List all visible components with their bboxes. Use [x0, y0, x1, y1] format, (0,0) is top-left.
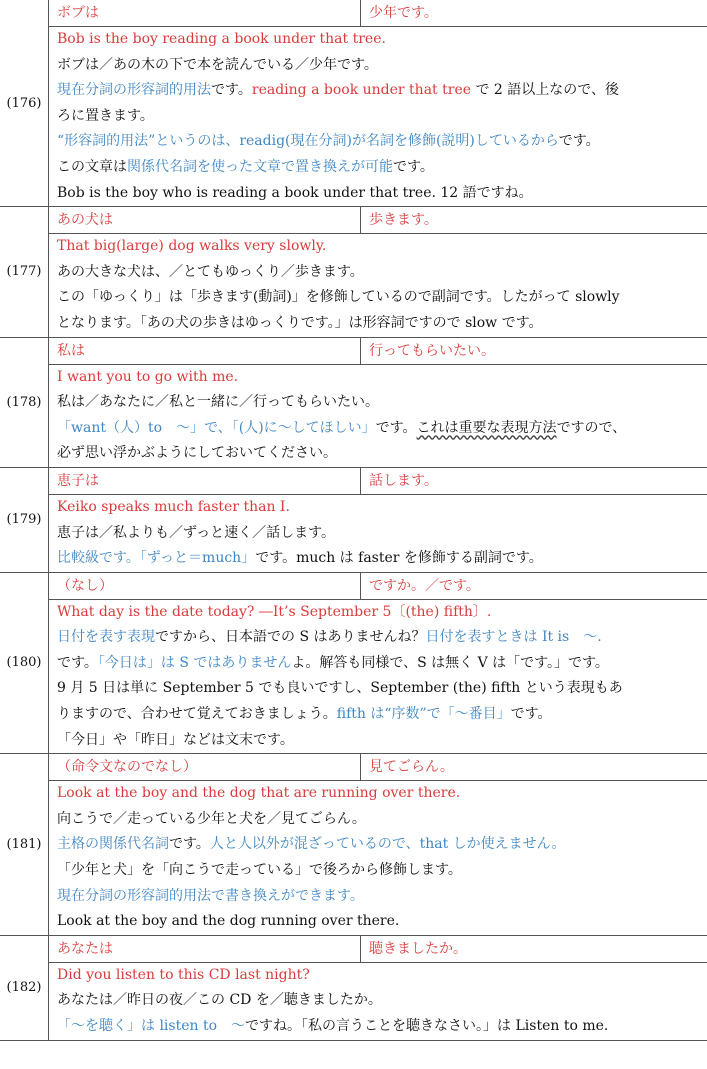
text-segment: 「～を聴く」は listen to ～	[57, 1018, 246, 1034]
text-segment: 向こうで／走っている少年と犬を／見てごらん。	[57, 810, 366, 827]
explanation-line	[49, 104, 707, 130]
text-segment: りますので、合わせて覚えておきましょう。	[57, 706, 337, 723]
text-segment: この「ゆっくり」は「歩きます(動詞)」を修飾しているので副詞です。したがって slowly	[57, 289, 620, 306]
explanation-line	[49, 988, 707, 1014]
subject-verb-row	[49, 936, 707, 963]
entry	[0, 573, 707, 755]
verb-cell: ですか。／です。	[369, 577, 480, 594]
text-segment: Did you listen to this CD last night?	[57, 966, 310, 983]
verb-cell: 聴きましたか。	[369, 940, 467, 957]
text-segment: Look at the boy and the dog that are running over there.	[57, 785, 461, 802]
entry-body	[48, 338, 707, 467]
explanation-line	[49, 702, 707, 728]
subject-cell: ボブは	[49, 0, 361, 26]
text-segment: What day is the date today? ―It’s September 5〔(the) fifth〕.	[57, 603, 492, 620]
explanation-line	[49, 234, 707, 260]
explanation-line	[49, 651, 707, 677]
entry	[0, 0, 707, 207]
entry-number: (178)	[6, 394, 42, 410]
entry	[0, 754, 707, 936]
text-segment: ですので、	[556, 419, 627, 436]
text-segment: “形容詞的用法”というのは、readig(現在分詞)が名詞を修飾(説明)しているから	[57, 133, 559, 150]
explanation-line	[49, 390, 707, 416]
entry-body	[48, 207, 707, 336]
explanation-line	[49, 260, 707, 286]
text-segment: ですね。「私の言うことを聴きなさい。」は Listen to me.	[245, 1018, 609, 1034]
explanation-line	[49, 521, 707, 547]
entry-number: (181)	[6, 837, 42, 853]
text-segment: です。	[393, 158, 434, 175]
text-segment: 現在分詞の形容詞的用法で書き換えができます。	[57, 887, 364, 904]
explanation-line	[49, 441, 707, 467]
text-segment: 人と人以外が混ざっているので、that しか使えません。	[209, 836, 566, 853]
subject-verb-row	[49, 573, 707, 600]
explanation-line	[49, 600, 707, 626]
explanation-line	[49, 963, 707, 989]
text-segment: ボブは／あの木の下で本を読んでいる／少年です。	[57, 56, 378, 73]
text-segment: 必ず思い浮かぶようにしておいてください。	[57, 445, 337, 462]
text-segment: です。	[169, 836, 210, 853]
entry-body	[48, 754, 707, 935]
entry-number: (177)	[6, 264, 42, 280]
text-segment: となります。「あの犬の歩きはゆっくりです。」は形容詞ですので slow です。	[57, 314, 543, 331]
verb-cell: 行ってもらいたい。	[369, 342, 495, 359]
explanation-line	[49, 1014, 707, 1040]
subject-cell: あなたは	[49, 936, 361, 962]
explanation-line	[49, 416, 707, 442]
entry-body	[48, 573, 707, 754]
text-segment: です。	[211, 82, 252, 99]
text-segment: これは重要な表現方法	[416, 419, 557, 436]
text-segment: 「少年と犬」を「向こうで走っている」で後ろから修飾します。	[57, 862, 462, 879]
entry	[0, 468, 707, 573]
text-segment: この文章は	[57, 158, 127, 175]
subject-verb-row	[49, 468, 707, 495]
text-segment: です。	[510, 706, 552, 723]
verb-cell: 歩きます。	[369, 212, 438, 229]
subject-cell: （なし）	[49, 573, 361, 599]
entry-number: (179)	[6, 512, 42, 528]
text-segment: 恵子は／私よりも／ずっと速く／話します。	[57, 524, 336, 541]
entry-body	[48, 468, 707, 572]
text-segment: fifth は“序数”で「～番目」	[336, 706, 511, 723]
explanation-line	[49, 625, 707, 651]
explanation-line	[49, 781, 707, 807]
explanation-line	[49, 53, 707, 79]
subject-cell: 恵子は	[49, 468, 361, 494]
explanation-line	[49, 909, 707, 935]
explanation-line	[49, 832, 707, 858]
text-segment: Keiko speaks much faster than I.	[57, 498, 290, 515]
text-segment: reading a book under that tree	[251, 82, 472, 99]
subject-verb-row	[49, 338, 707, 365]
entry	[0, 207, 707, 337]
text-segment: 私は／あなたに／私と一緒に／行ってもらいたい。	[57, 394, 379, 411]
subject-verb-row	[49, 754, 707, 781]
entry	[0, 936, 707, 1041]
entry-number: (182)	[6, 980, 42, 996]
explanation-line	[49, 78, 707, 104]
text-segment: Look at the boy and the dog running over there.	[57, 913, 400, 930]
text-segment: あの大きな犬は、／とてもゆっくり／歩きます。	[57, 263, 364, 280]
explanation-line	[49, 181, 707, 207]
text-segment: 「今日は」は S ではありません	[97, 654, 292, 671]
text-segment: That big(large) dog walks very slowly.	[57, 238, 327, 255]
entry	[0, 338, 707, 468]
explanation-line	[49, 129, 707, 155]
text-segment: 「今日」や「昨日」などは文末です。	[57, 731, 294, 748]
subject-verb-row	[49, 207, 707, 234]
explanation-line	[49, 365, 707, 391]
explanation-line	[49, 858, 707, 884]
entry-body	[48, 0, 707, 206]
text-segment: で 2 語以上なので、後	[471, 82, 619, 99]
text-segment: 日付を表す表現	[57, 629, 155, 646]
text-segment: ですから、日本語での S はありませんね？	[155, 629, 426, 646]
verb-cell: 少年です。	[369, 5, 438, 21]
entry-number: (180)	[6, 655, 42, 671]
subject-cell: 私は	[49, 338, 361, 364]
explanation-line	[49, 311, 707, 337]
explanation-line	[49, 495, 707, 521]
text-segment: I want you to go with me.	[57, 368, 239, 385]
explanation-line	[49, 27, 707, 53]
subject-cell: あの犬は	[49, 207, 361, 233]
subject-cell: （命令文なのでなし）	[49, 754, 361, 780]
text-segment: Bob is the boy who is reading a book under that tree. 12 語ですね。	[57, 184, 533, 201]
text-segment: 主格の関係代名詞	[57, 836, 169, 853]
text-segment: です。	[558, 133, 600, 150]
text-segment: 比較級です。「ずっと＝much」	[57, 550, 256, 567]
entry-body	[48, 936, 707, 1040]
text-segment: です。	[375, 419, 417, 436]
verb-cell: 話します。	[369, 472, 438, 489]
explanation-line	[49, 884, 707, 910]
text-segment: です。	[57, 654, 98, 671]
text-segment: 日付を表すときは It is ～.	[425, 629, 602, 646]
explanation-line	[49, 807, 707, 833]
explanation-line	[49, 285, 707, 311]
text-segment: 「want（人）to ～」で、「(人)に～してほしい」	[57, 419, 376, 436]
explanation-line	[49, 155, 707, 181]
text-segment: Bob is the boy reading a book under that tree.	[57, 31, 386, 47]
text-segment: 関係代名詞を使った文章で置き換えが可能	[127, 158, 393, 175]
text-segment: 9 月 5 日は単に September 5 でも良いですし、September (the) fifth という表現もあ	[57, 680, 623, 697]
explanation-line	[49, 676, 707, 702]
text-segment: ろに置きます。	[57, 107, 154, 124]
subject-verb-row	[49, 0, 707, 27]
text-segment: 現在分詞の形容詞的用法	[57, 82, 211, 99]
explanation-line	[49, 728, 707, 754]
verb-cell: 見てごらん。	[369, 759, 454, 776]
text-segment: あなたは／昨日の夜／この CD を／聴きましたか。	[57, 992, 382, 1009]
text-segment: よ。解答も同様で、S は無く V は「です。」です。	[291, 654, 609, 671]
explanation-line	[49, 546, 707, 572]
text-segment: です。much は faster を修飾する副詞です。	[255, 550, 543, 567]
entry-number: (176)	[6, 95, 42, 111]
